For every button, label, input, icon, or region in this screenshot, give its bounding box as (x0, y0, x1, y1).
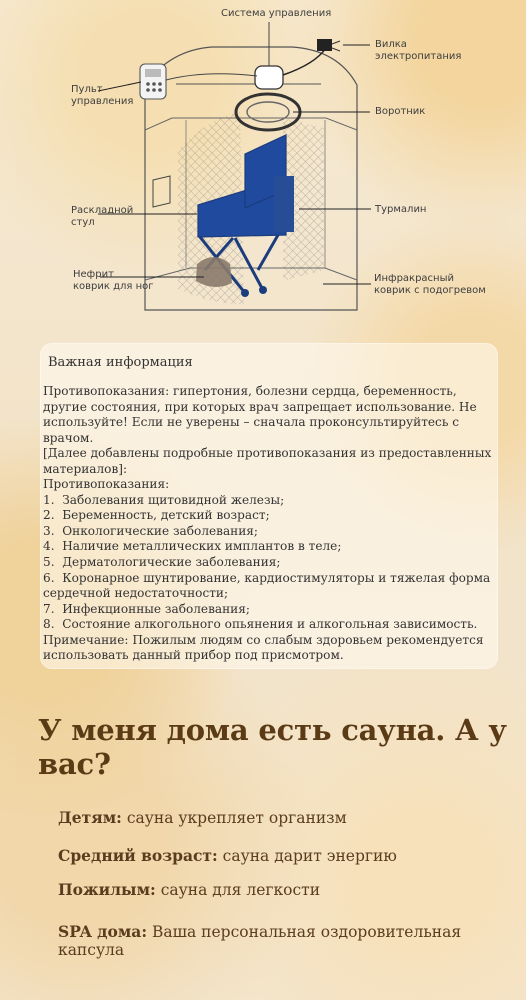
benefit-children-label: Детям: (58, 808, 122, 827)
benefit-children (58, 808, 347, 827)
sauna-diagram (0, 0, 526, 340)
tourmaline-label: Турмалин (375, 204, 427, 215)
benefit-elderly (58, 880, 320, 899)
benefit-children-text: сауна укрепляет организм (121, 809, 347, 827)
benefit-middle-age-text: сауна дарит энергию (217, 847, 397, 865)
benefit-elderly-text: сауна для легкости (155, 881, 321, 899)
headline: У меня дома есть сауна. А у вас? (38, 713, 507, 781)
remote-label: Пульт управления (71, 84, 134, 107)
collar-label: Воротник (375, 106, 426, 117)
mat-label: Нефрит коврик для ног (73, 269, 154, 292)
info-text: Противопоказания: гипертония, болезни сердца, беременность, другие состояния, при которых врач запрещает использование. Не используйте! Если не уверены – сначала проконсультируйтесь с врачом. [Далее добавлены подробные противопоказания из предоставленных материалов]: Противопоказания: 1. Заболевания щитовидной железы; 2. Беременность, детский возраст; 3. Онкологические заболевания; 4. Наличие металлических имплантов в теле; 5. Дерматологические заболевания; 6. Коронарное шунтирование, кардиостимуляторы и тяжелая форма сердечной недостаточности; 7. Инфекционные заболевания; 8. Состояние алкогольного опьянения и алкогольная зависимость. Примечание: Пожилым людям со слабым здоровьем рекомендуется использовать данный прибор под присмотром. (43, 384, 492, 663)
benefit-spa (58, 922, 526, 959)
heater-label: Инфракрасный коврик с подогревом (374, 273, 486, 296)
benefit-elderly-label: Пожилым: (58, 880, 156, 899)
benefit-middle-age (58, 846, 397, 865)
control-system-label: Система управления (221, 8, 332, 19)
benefit-middle-age-label: Средний возраст: (58, 846, 218, 865)
benefit-spa-label: SPA дома: (58, 922, 148, 941)
benefit-spa-text: Ваша персональная оздоровительная капсула (58, 923, 462, 959)
plug-label: Вилка электропитания (375, 39, 462, 62)
info-title: Важная информация (48, 355, 193, 370)
chair-label: Раскладной стул (71, 205, 134, 228)
